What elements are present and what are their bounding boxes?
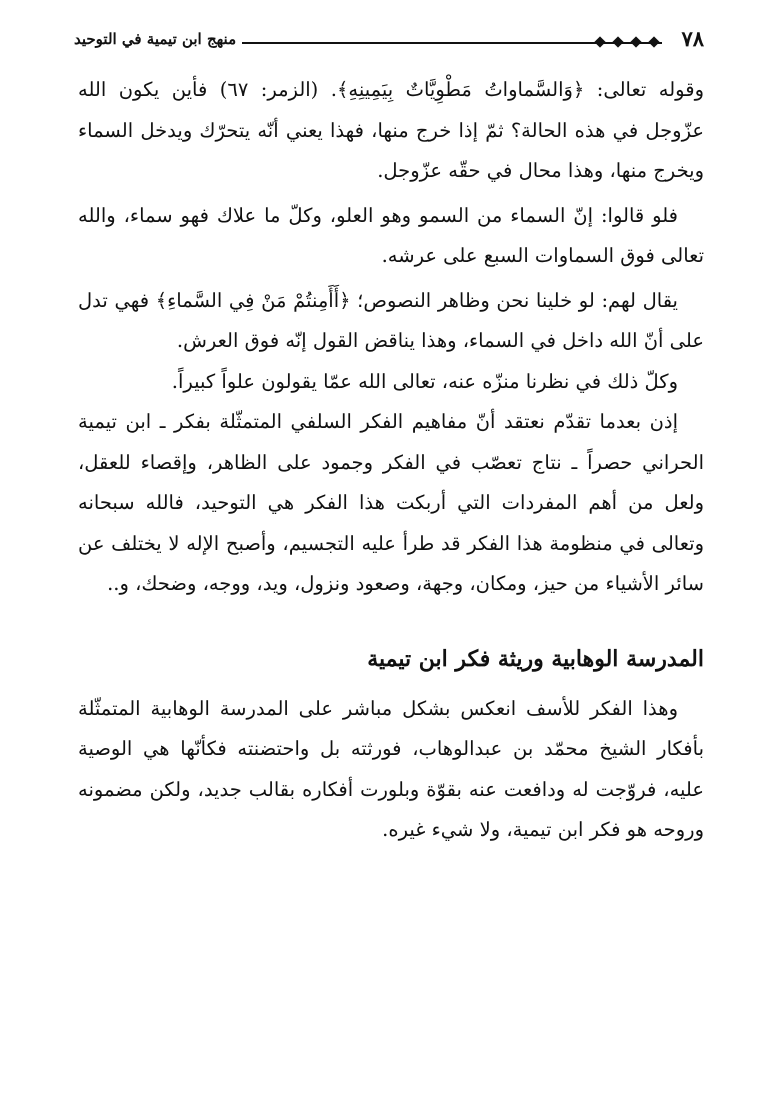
paragraph: إذن بعدما تقدّم نعتقد أنّ مفاهيم الفكر السلفي المتمثّلة بفكر ـ ابن تيمية الحراني حصراً ـ نتاج تعصّب في الفكر وجمود على الظاهر، وإقصاء للعقل، ولعل من أهم المفردات التي أربكت هذا الفكر هي التوحيد، فالله سبحانه وتعالى في منظومة هذا الفكر قد طرأ عليه التجسيم، وأصبح الإله لا يختلف عن سائر الأشياء من حيز، ومكان، وجهة، وصعود ونزول، ويد، ووجه، وضحك، و.. <box>78 410 704 595</box>
paragraph: وكلّ ذلك في نظرنا منزّه عنه، تعالى الله عمّا يقولون علواً كبيراً. <box>171 369 678 393</box>
paragraph: فلو قالوا: إنّ السماء من السمو وهو العلو، وكلّ ما علاك فهو سماء، والله تعالى فوق السماوات السبع على عرشه. <box>78 203 704 267</box>
ornament-diamond <box>594 36 605 47</box>
paragraph: يقال لهم: لو خلينا نحن وظاهر النصوص؛ ﴿أَأَمِنتُمْ مَنْ فِي السَّماءِ﴾ فهي تدل على أنّ الله داخل في السماء، وهذا يناقض القول إنّه فوق العرش. <box>78 288 704 352</box>
page-body <box>78 70 704 851</box>
paragraph: وهذا الفكر للأسف انعكس بشكل مباشر على المدرسة الوهابية المتمثّلة بأفكار الشيخ محمّد بن عبدالوهاب، فورثته بل واحتضنته فكأنّها هي الوصية عليه، فروّجت له ودافعت عنه بقوّة وبلورت أفكاره بقالب جديد، ولكن مضمونه وروحه هو فكر ابن تيمية، ولا شيء غيره. <box>78 696 704 841</box>
ornament-diamond <box>630 36 641 47</box>
paragraph: وقوله تعالى: ﴿وَالسَّماواتُ مَطْوِيَّاتٌ بِيَمِينِهِ﴾. (الزمر: ٦٧) فأين يكون الله عزّوجل في هذه الحالة؟ ثمّ إذا خرج منها، فهذا يعني أنّه يتحرّك ويدخل السماء ويخرج منها، وهذا محال في حقّه عزّوجل. <box>78 78 704 182</box>
running-title: منهج ابن تيمية في التوحيد <box>74 30 237 48</box>
page-number: ٧٨ <box>681 26 704 51</box>
section-heading: المدرسة الوهابية وريثة فكر ابن تيمية <box>367 645 704 672</box>
header-ornament-rule <box>242 42 662 44</box>
ornament-diamond <box>612 36 623 47</box>
ornament-diamond <box>648 36 659 47</box>
page-header <box>74 28 704 56</box>
